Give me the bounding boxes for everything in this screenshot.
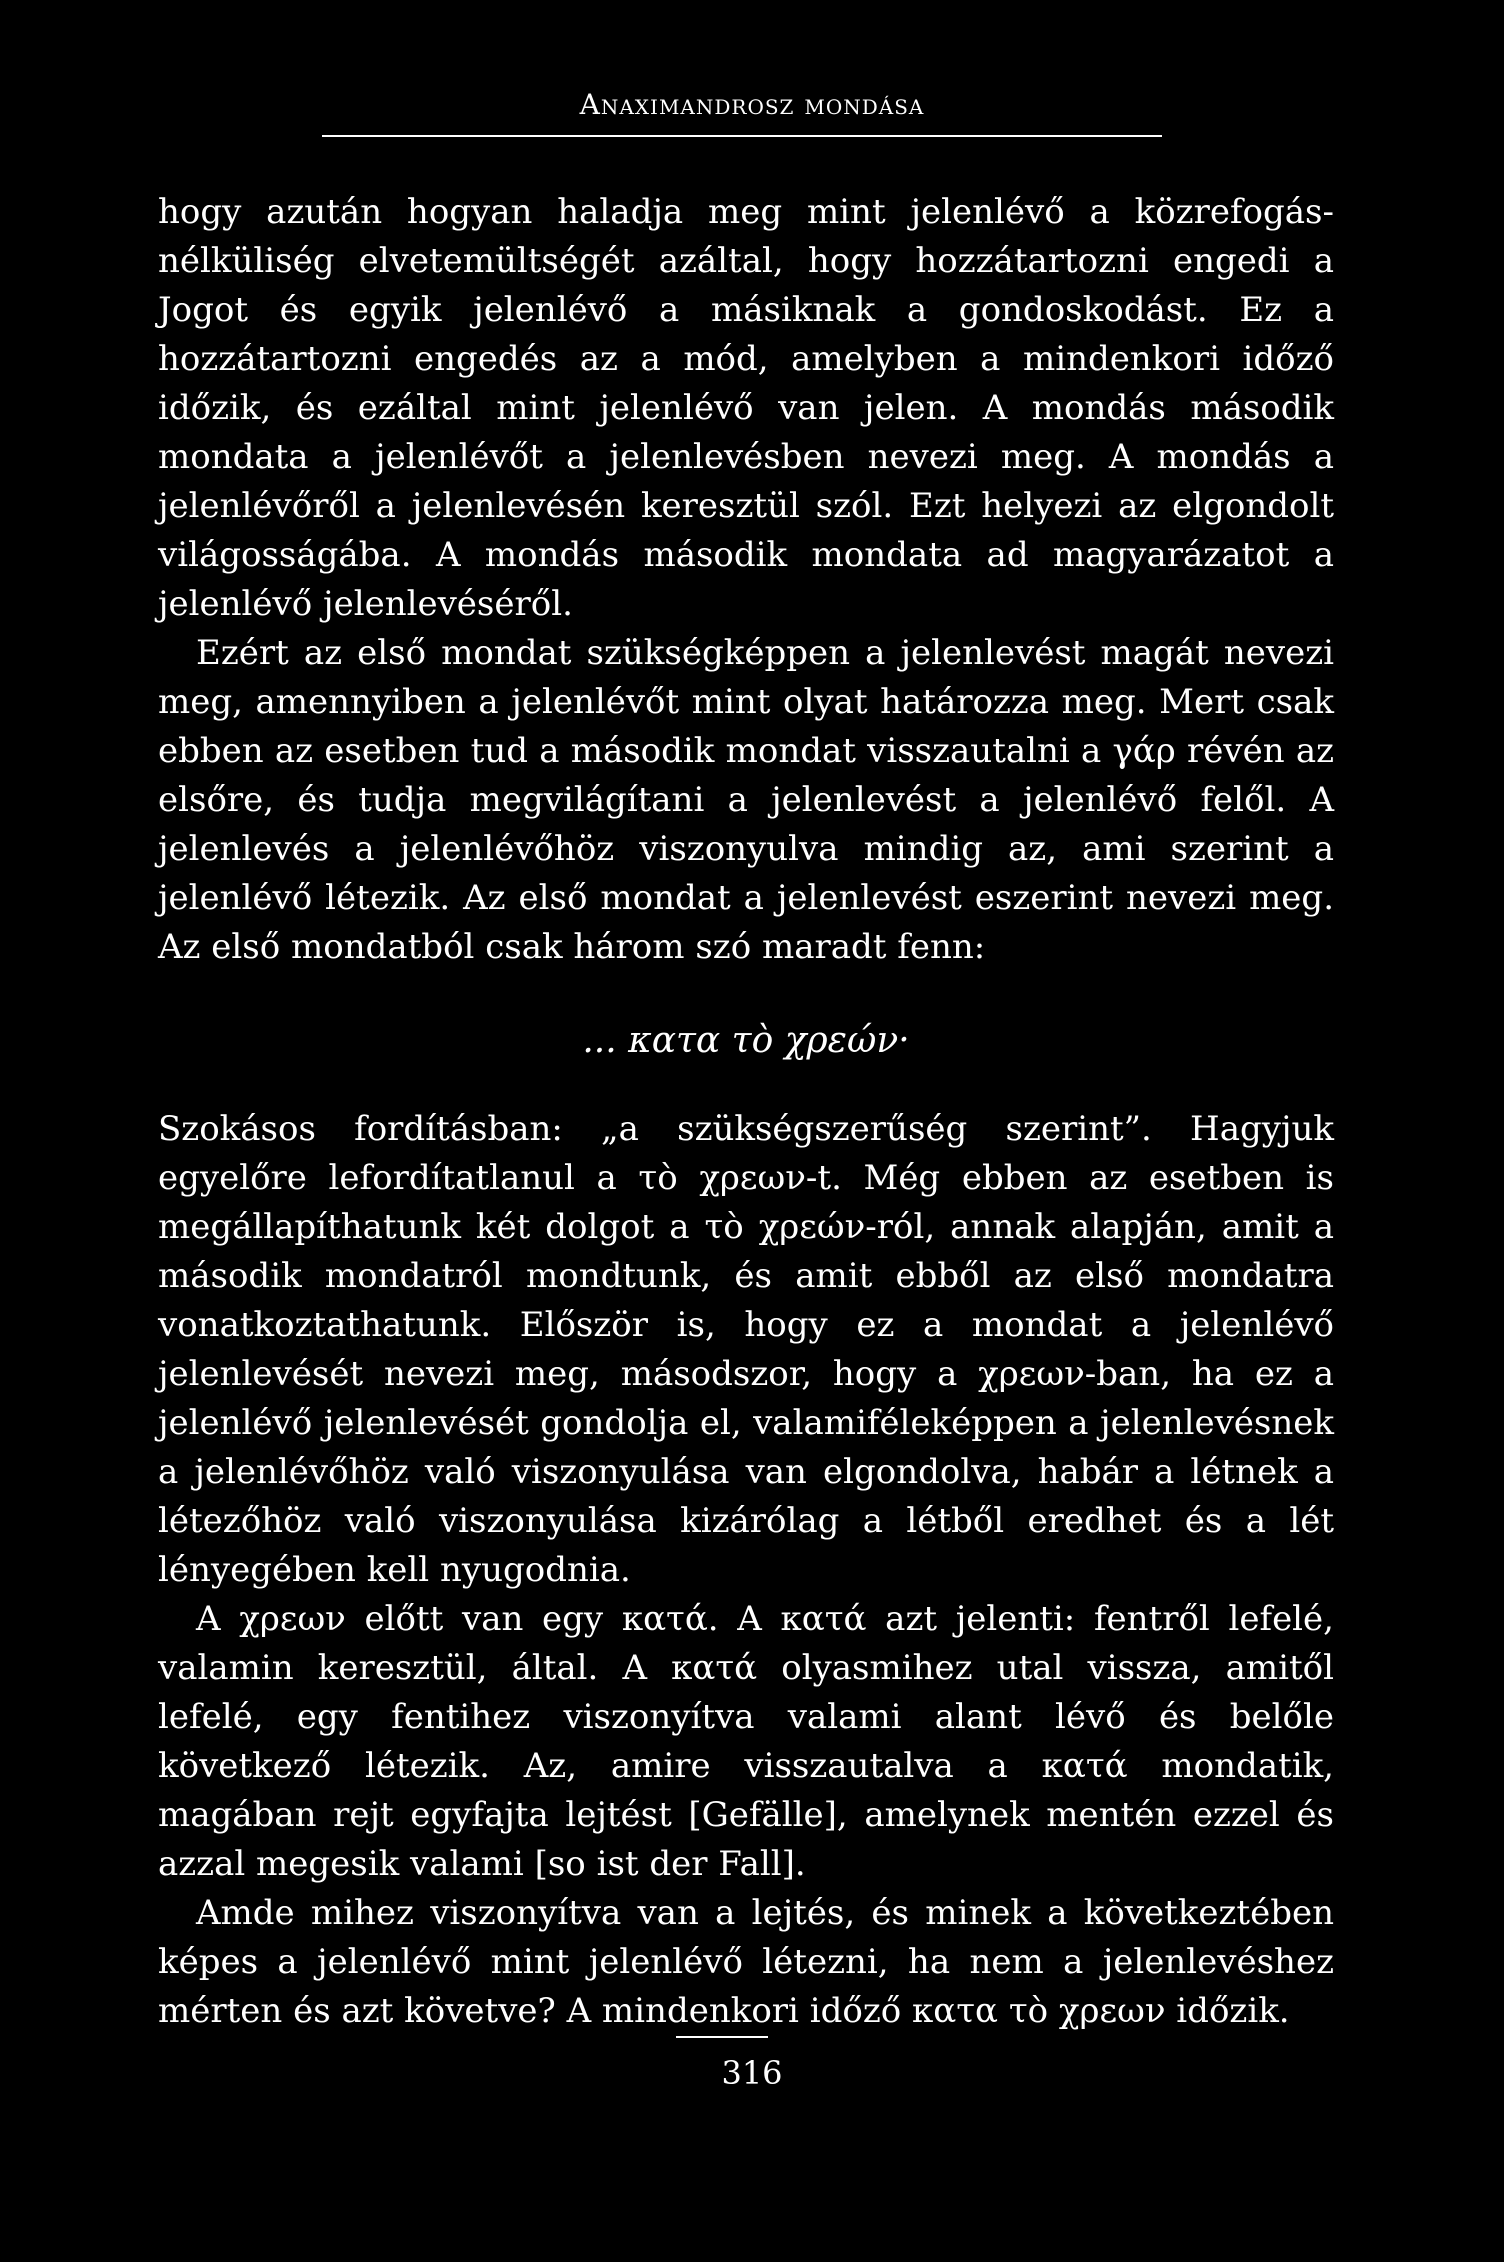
paragraph-3: Szokásos fordításban: „a szükségszerűség szerint”. Hagyjuk egyelőre lefordítatlanul a τὸ χρεων-t. Még ebben az esetben is megállapíthatunk két dolgot a τὸ χρεών-ról, annak alapján, amit a második mondatról mondtunk, és amit ebből az első mondatra vonatkoztathatunk. Először is, hogy ez a mondat a jelenlévő jelenlevését nevezi meg, másodszor, hogy a χρεων-ban, ha ez a jelenlévő jelenlevését gondolja el, valamiféleképpen a jelenlevésnek a jelenlévőhöz való viszonyulása van elgondolva, habár a létnek a létezőhöz való viszonyulása kizárólag a létből eredhet és a lét lényegében kell nyugodnia.	[158, 1109, 1334, 1590]
paragraph-5: Amde mihez viszonyítva van a lejtés, és minek a következtében képes a jelenlévő mint jelenlévő létezni, ha nem a jelenlevéshez mérten és azt követve? A mindenkori időző κατα τὸ χρεων időzik.	[158, 1893, 1334, 2031]
footer-divider	[676, 2036, 768, 2038]
header-divider	[322, 135, 1162, 137]
paragraph-2: Ezért az első mondat szükségképpen a jelenlevést magát nevezi meg, amennyiben a jelenlévőt mint olyat határozza meg. Mert csak ebben az esetben tud a második mondat visszautalni a γάρ révén az elsőre, és tudja megvilágítani a jelenlevést a jelenlévő felől. A jelenlevés a jelenlévőhöz viszonyulva mindig az, ami szerint a jelenlévő létezik. Az első mondat a jelenlevést eszerint nevezi meg. Az első mondatból csak három szó maradt fenn:	[158, 633, 1334, 967]
page-number: 316	[721, 2054, 783, 2092]
paragraph-4: A χρεων előtt van egy κατά. A κατά azt jelenti: fentről lefelé, valamin keresztül, által. A κατά olyasmihez utal vissza, amitől lefelé, egy fentihez viszonyítva valami alant lévő és belőle következő létezik. Az, amire visszautalva a κατά mondatik, magában rejt egyfajta lejtést [Gefälle], amelynek mentén ezzel és azzal megesik valami [so ist der Fall].	[158, 1599, 1334, 1884]
page-body	[158, 188, 1334, 2036]
running-header: Anaximandrosz mondása	[579, 88, 925, 121]
greek-quote: ... κατα τὸ χρεών·	[582, 1020, 910, 1061]
paragraph-1: hogy azután hogyan haladja meg mint jelenlévő a közrefogás-nélküliség elvetemültségét azáltal, hogy hozzátartozni engedi a Jogot és egyik jelenlévő a másiknak a gondoskodást. Ez a hozzátartozni engedés az a mód, amelyben a mindenkori időző időzik, és ezáltal mint jelenlévő van jelen. A mondás második mondata a jelenlévőt a jelenlevésben nevezi meg. A mondás a jelenlévőről a jelenlevésén keresztül szól. Ezt helyezi az elgondolt világosságába. A mondás második mondata ad magyarázatot a jelenlévő jelenlevéséről.	[158, 192, 1334, 624]
